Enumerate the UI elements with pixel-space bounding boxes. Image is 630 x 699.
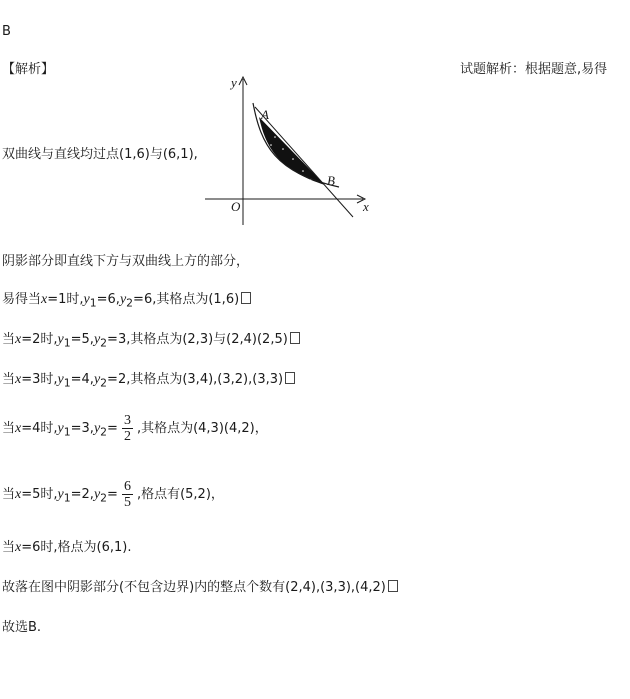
- fraction: $\frac{6}{5}$: [123, 479, 131, 510]
- case-line: 当x=2时$,y_1=5,y_2=3$,其格点为(2,3)与(2,4)(2,5): [2, 332, 300, 352]
- conclusion-line: 故落在图中阴影部分(不包含边界)内的整点个数有(2,4),(3,3),(4,2): [2, 580, 398, 596]
- analysis-intro: 试题解析：根据题意,易得: [460, 62, 608, 77]
- intro-line: 双曲线与直线均过点(1,6)与(6,1),: [2, 147, 198, 162]
- case-line: 当x=5时$,y_1=2,y_2=$ $\frac{6}{5}$ ,格点有(5,2)，: [2, 479, 224, 510]
- hyperbola-figure: [205, 75, 375, 225]
- analysis-heading: 【解析】: [2, 62, 55, 77]
- case-line: 当x=4时$,y_1=3,y_2=$ $\frac{3}{2}$ ,其格点为(4,3)(4,2)，: [2, 413, 268, 444]
- answer-letter: B: [2, 24, 11, 39]
- x-axis-label: x: [363, 199, 369, 214]
- case-line: 当x=3时$,y_1=4,y_2=2$,其格点为(3,4),(3,2),(3,3): [2, 372, 295, 392]
- fraction: $\frac{3}{2}$: [123, 413, 131, 444]
- straight-line: [255, 107, 353, 217]
- final-answer: 故选B.: [2, 620, 42, 635]
- origin-label: O: [231, 199, 241, 214]
- case-line: 易得当x=1时$,y_1=6,y_2=6$,其格点为(1,6): [2, 292, 251, 312]
- y-axis-label: y: [231, 75, 237, 90]
- case-line: 当x=6时,格点为(6,1).: [2, 540, 132, 555]
- shade-description: 阴影部分即直线下方与双曲线上方的部分，: [2, 254, 250, 269]
- point-a-label: A: [261, 107, 269, 122]
- point-b-label: B: [327, 173, 335, 188]
